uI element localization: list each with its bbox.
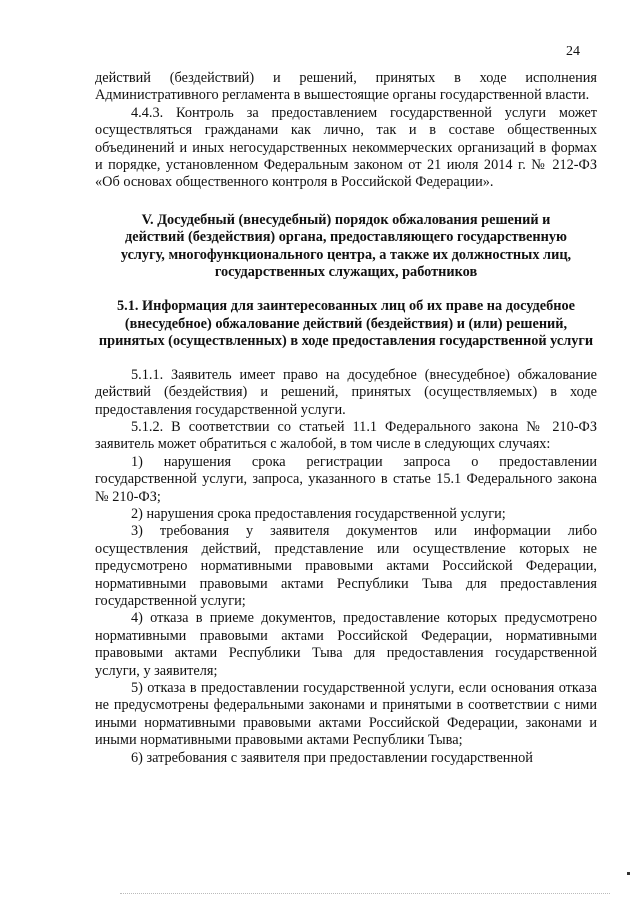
document-body [95, 70, 597, 767]
paragraph-5-1-2: 5.1.2. В соответствии со статьей 11.1 Федерального закона № 210-ФЗ заявитель может обратиться с жалобой, в том числе в следующих случаях: [95, 418, 597, 453]
list-item-2: 2) нарушения срока предоставления государственной услуги; [131, 505, 506, 522]
list-item-6: 6) затребования с заявителя при предоставлении государственной [131, 749, 533, 766]
scan-edge-rule [120, 893, 610, 894]
list-item-4: 4) отказа в приеме документов, предоставление которых предусмотрено нормативными правовыми актами Российской Федерации, нормативными правовыми актами Республики Тыва для предоставления государственной услуги, у заявителя; [95, 610, 597, 679]
paragraph-4-4-3: 4.4.3. Контроль за предоставлением государственной услуги может осуществляться гражданами как лично, так и в составе общественных объединений и иных негосударственных некоммерческих организаций в формах и порядке, установленном Федеральным законом от 21 июля 2014 г. № 212-ФЗ «Об основах общественного контроля в Российской Федерации». [95, 104, 597, 191]
list-item-3: 3) требования у заявителя документов или информации либо осуществления действий, представление или осуществление которых не предусмотрено нормативными правовыми актами Российской Федерации, нормативными правовыми актами Республики Тыва для предоставления государственной услуги; [95, 523, 597, 609]
list-item-5: 5) отказа в предоставлении государственной услуги, если основания отказа не предусмотрены федеральными законами и принятыми в соответствии с ними иными нормативными правовыми актами Российской Федерации, законами и иными нормативными правовыми актами Республики Тыва; [95, 680, 597, 749]
list-item-1: 1) нарушения срока регистрации запроса о предоставлении государственной услуги, запроса, указанного в статье 15.1 Федерального закона № 210-ФЗ; [95, 453, 597, 505]
spacer [95, 351, 597, 367]
subsection-title: 5.1. Информация для заинтересованных лиц об их праве на досудебное (внесудебное) обжалование действий (бездействия) и (или) решений, принятых (осуществленных) в ходе предоставления государственной услуги [98, 298, 594, 350]
scan-mark [627, 872, 630, 875]
paragraph-5-1-1: 5.1.1. Заявитель имеет право на досудебное (внесудебное) обжалование действий (бездействия) и решений, принятых (осуществляемых) в ходе предоставления государственной услуги. [95, 366, 597, 418]
paragraph-continued: действий (бездействий) и решений, принятых в ходе исполнения Административного регламента в вышестоящие органы государственной власти. [95, 70, 597, 104]
page-number: 24 [566, 44, 580, 59]
section-title: V. Досудебный (внесудебный) порядок обжалования решений и действий (бездействия) органа, предоставляющего государственную услугу, многофункционального центра, а также их должностных лиц, государственных служащих, работников [120, 211, 572, 281]
